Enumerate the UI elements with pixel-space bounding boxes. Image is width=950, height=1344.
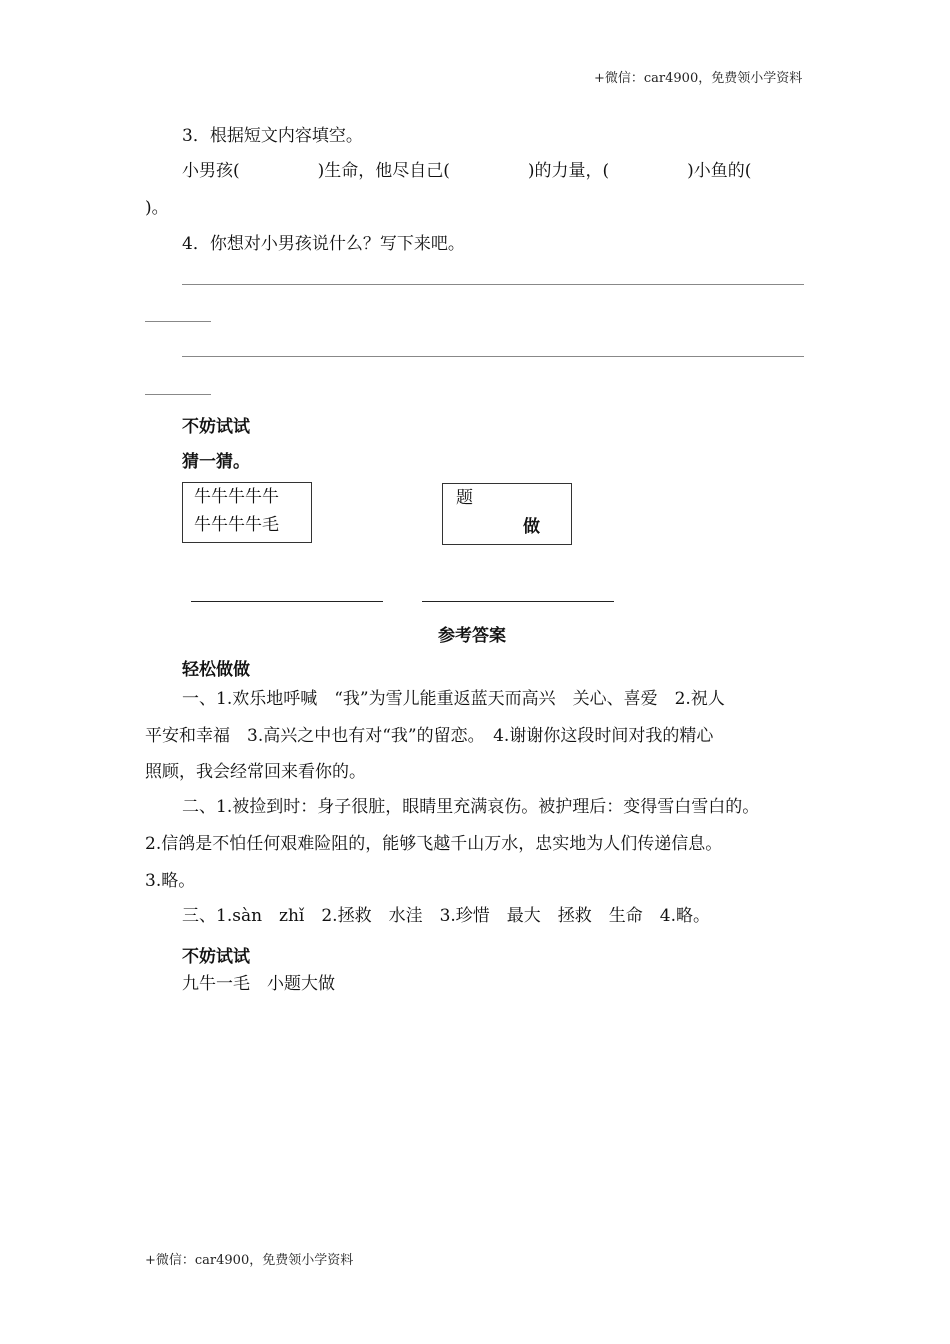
answer-part2-line1: 二、1.被捡到时：身子很脏，眼睛里充满哀伤。被护理后：变得雪白雪白的。 [182, 797, 760, 817]
answer-part1-line2: 平安和幸福 3.高兴之中也有对“我”的留恋。 4.谢谢你这段时间对我的精心 [145, 726, 714, 746]
answer-line-1-tail [145, 321, 211, 322]
guess-heading: 猜一猜。 [182, 452, 250, 472]
answer-part3-line1: 三、1.sàn zhǐ 2.拯救 水洼 3.珍惜 最大 拯救 生命 4.略。 [182, 906, 711, 926]
riddle-box-2-big-char: 做 [523, 517, 540, 537]
answer-part1-line1: 一、1.欢乐地呼喊 “我”为雪儿能重返蓝天而高兴 关心、喜爱 2.祝人 [182, 689, 725, 709]
answer-line-1[interactable] [182, 284, 804, 285]
try-section-heading: 不妨试试 [182, 417, 250, 437]
answer-line-2-tail [145, 394, 211, 395]
riddle-answer-line-2[interactable] [422, 601, 614, 602]
fill-text-3: )的力量，( [527, 161, 610, 181]
answers-try-answer: 九牛一毛 小题大做 [182, 974, 335, 994]
question-3-fill-line [182, 163, 751, 180]
riddle-box-1 [182, 482, 312, 543]
fill-text-2: )生命，他尽自己( [317, 161, 450, 181]
fill-text-1: 小男孩( [182, 161, 240, 181]
question-4-title: 4．你想对小男孩说什么？写下来吧。 [182, 234, 465, 254]
answer-part2-line3: 3.略。 [145, 871, 196, 891]
header-text: +微信：car4900，免费领小学资料 [594, 71, 803, 86]
riddle-box-1-line-1: 牛牛牛牛牛 [194, 487, 279, 507]
answers-try-heading: 不妨试试 [182, 947, 250, 967]
fill-text-4: )小鱼的( [687, 161, 752, 181]
riddle-answer-line-1[interactable] [191, 601, 383, 602]
answers-title: 参考答案 [438, 626, 506, 646]
answer-line-2[interactable] [182, 356, 804, 357]
answer-part2-line2: 2.信鸽是不怕任何艰难险阻的，能够飞越千山万水，忠实地为人们传递信息。 [145, 834, 723, 854]
riddle-box-2-small-char: 题 [456, 488, 473, 508]
answer-part1-line3: 照顾，我会经常回来看你的。 [145, 762, 366, 782]
question-3-fill-end: )。 [145, 198, 169, 218]
easy-heading: 轻松做做 [182, 660, 250, 680]
riddle-box-1-line-2: 牛牛牛牛毛 [194, 515, 279, 535]
footer-text: +微信：car4900，免费领小学资料 [145, 1253, 354, 1268]
riddle-box-2 [442, 483, 572, 545]
question-3-title: 3．根据短文内容填空。 [182, 126, 363, 146]
